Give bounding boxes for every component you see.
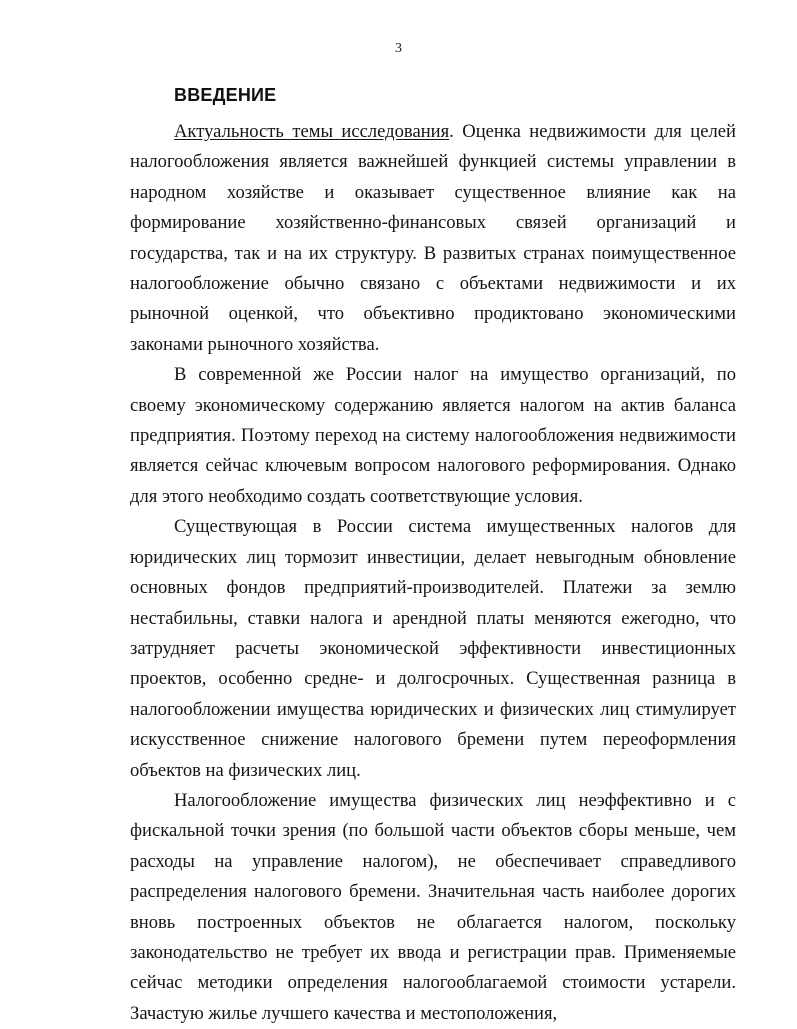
paragraph-text: . Оценка недвижимости для целей налогообложения является важнейшей функцией системы управлении в народном хозяйстве и оказывает существенное влияние как на формирование хозяйственно-финансовых связей организаций и государства, так и на их структуру. В развитых странах поимущественное налогообложение обычно связано с объектами недвижимости и их рыночной оценкой, что объективно продиктовано экономическими законами рыночного хозяйства.: [130, 121, 736, 355]
relevance-label: Актуальность темы исследования: [174, 121, 450, 142]
page-number: 3: [395, 41, 402, 56]
paragraph-individuals: [130, 786, 736, 1029]
paragraph-text: Налогообложение имущества физических лиц неэффективно и с фискальной точки зрения (по большой части объектов сборы меньше, чем расходы на управление налогом), не обеспечивает справедливого распределения налогового бремени. Значительная часть наиболее дорогих вновь построенных объектов не облагается налогом, поскольку законодательство не требует их ввода и регистрации прав. Применяемые сейчас методики определения налогооблагаемой стоимости устарели. Зачастую жилье лучшего качества и местоположения,: [130, 789, 736, 1024]
body-text: [130, 117, 736, 1029]
paragraph-relevance: [130, 117, 736, 360]
paragraph-legal-entities: [130, 512, 736, 786]
paragraph-text: Существующая в России система имущественных налогов для юридических лиц тормозит инвестиции, делает невыгодным обновление основных фондов предприятий-производителей. Платежи за землю нестабильны, ставки налога и арендной платы меняются ежегодно, что затрудняет расчеты экономической эффективности инвестиционных проектов, особенно средне- и долгосрочных. Существенная разница в налогообложении имущества юридических и физических лиц стимулирует искусственное снижение налогового бремени путем переоформления объектов на физических лиц.: [130, 516, 736, 781]
section-heading: ВВЕДЕНИЕ: [174, 85, 277, 105]
paragraph-text: В современной же России налог на имущество организаций, по своему экономическому содержанию является налогом на актив баланса предприятия. Поэтому переход на систему налогообложения недвижимости является сейчас ключевым вопросом налогового реформирования. Однако для этого необходимо создать соответствующие условия.: [130, 364, 736, 507]
paragraph-russia-property-tax: [130, 360, 736, 512]
